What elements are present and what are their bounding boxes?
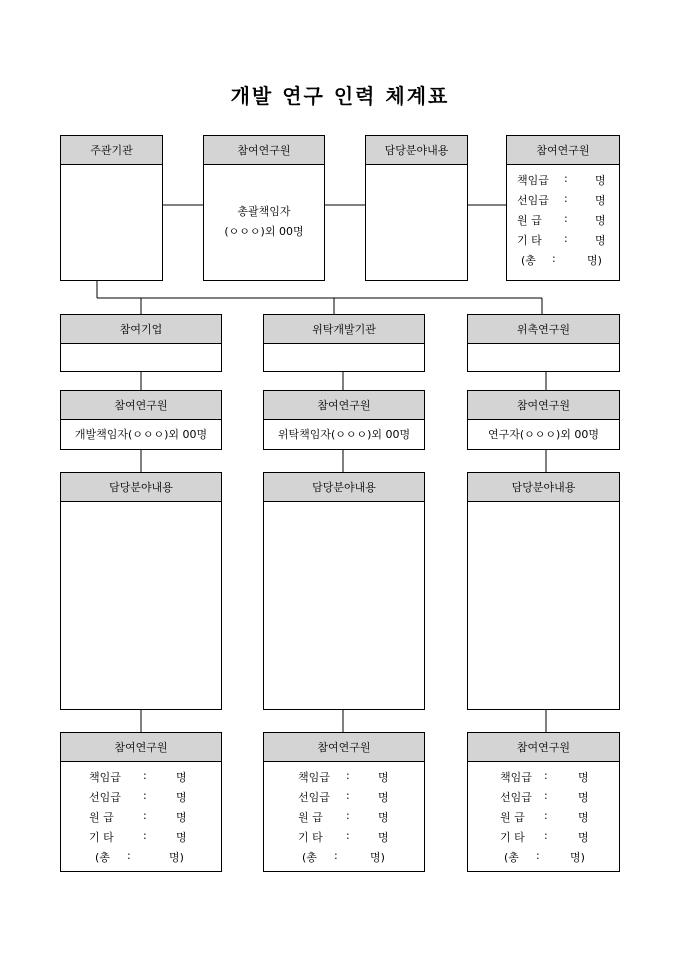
col2-researcher-box xyxy=(263,390,425,450)
col2-staff-box xyxy=(263,732,425,872)
col1-researcher-header: 참여연구원 xyxy=(61,391,221,420)
col2-staff-header: 참여연구원 xyxy=(264,733,424,762)
staff-row: 기 타 : 명 xyxy=(298,829,389,844)
col3-staff-box xyxy=(467,732,620,872)
col1-field-box xyxy=(60,472,222,710)
col1-org-header: 참여기업 xyxy=(61,315,221,344)
col2-field-box xyxy=(263,472,425,710)
col3-org-box xyxy=(467,314,620,372)
col1-researcher-text: 개발책임자(ㅇㅇㅇ)외 00명 xyxy=(74,428,208,441)
staff-row: 선임급 : 명 xyxy=(89,789,187,804)
lead-researcher-count: (ㅇㅇㅇ)외 00명 xyxy=(224,225,304,238)
staff-row: 원 급 : 명 xyxy=(517,212,606,227)
staff-row: 책임급 : 명 xyxy=(500,769,589,784)
staff-row: 원 급 : 명 xyxy=(500,809,589,824)
staff-row: 책임급 : 명 xyxy=(89,769,187,784)
staff-row-total: (총 : 명) xyxy=(504,849,585,864)
col3-researcher-text: 연구자(ㅇㅇㅇ)외 00명 xyxy=(487,428,600,441)
col2-org-box xyxy=(263,314,425,372)
staff-row: 선임급 : 명 xyxy=(517,192,606,207)
col3-researcher-header: 참여연구원 xyxy=(468,391,619,420)
lead-researchers-header: 참여연구원 xyxy=(204,136,324,165)
col3-org-header: 위촉연구원 xyxy=(468,315,619,344)
col3-researcher-box xyxy=(467,390,620,450)
top-field-box xyxy=(365,135,468,281)
host-org-header: 주관기관 xyxy=(61,136,162,165)
top-staff-box xyxy=(506,135,620,281)
staff-row: 기 타 : 명 xyxy=(89,829,187,844)
staff-row: 원 급 : 명 xyxy=(89,809,187,824)
col3-staff-header: 참여연구원 xyxy=(468,733,619,762)
col2-researcher-header: 참여연구원 xyxy=(264,391,424,420)
page-title: 개발 연구 인력 체계표 xyxy=(230,84,450,108)
col1-staff-box xyxy=(60,732,222,872)
staff-row-total: (총 : 명) xyxy=(302,849,385,864)
staff-row: 선임급 : 명 xyxy=(500,789,589,804)
col1-org-box xyxy=(60,314,222,372)
col1-field-header: 담당분야내용 xyxy=(61,473,221,502)
lead-researcher-title: 총괄책임자 xyxy=(237,205,291,218)
top-field-header: 담당분야내용 xyxy=(366,136,467,165)
col3-field-box xyxy=(467,472,620,710)
col2-researcher-text: 위탁책임자(ㅇㅇㅇ)외 00명 xyxy=(277,428,411,441)
staff-row: 책임급 : 명 xyxy=(298,769,389,784)
staff-row: 기 타 : 명 xyxy=(500,829,589,844)
host-org-box xyxy=(60,135,163,281)
col1-staff-header: 참여연구원 xyxy=(61,733,221,762)
staff-row: 원 급 : 명 xyxy=(298,809,389,824)
staff-row: 선임급 : 명 xyxy=(298,789,389,804)
top-staff-header: 참여연구원 xyxy=(507,136,619,165)
staff-row: 기 타 : 명 xyxy=(517,232,606,247)
staff-row: 책임급 : 명 xyxy=(517,172,606,187)
staff-row-total: (총 : 명) xyxy=(95,849,184,864)
col2-field-header: 담당분야내용 xyxy=(264,473,424,502)
col2-org-header: 위탁개발기관 xyxy=(264,315,424,344)
lead-researchers-box xyxy=(203,135,325,281)
col3-field-header: 담당분야내용 xyxy=(468,473,619,502)
staff-row-total: (총 : 명) xyxy=(521,252,602,267)
col1-researcher-box xyxy=(60,390,222,450)
